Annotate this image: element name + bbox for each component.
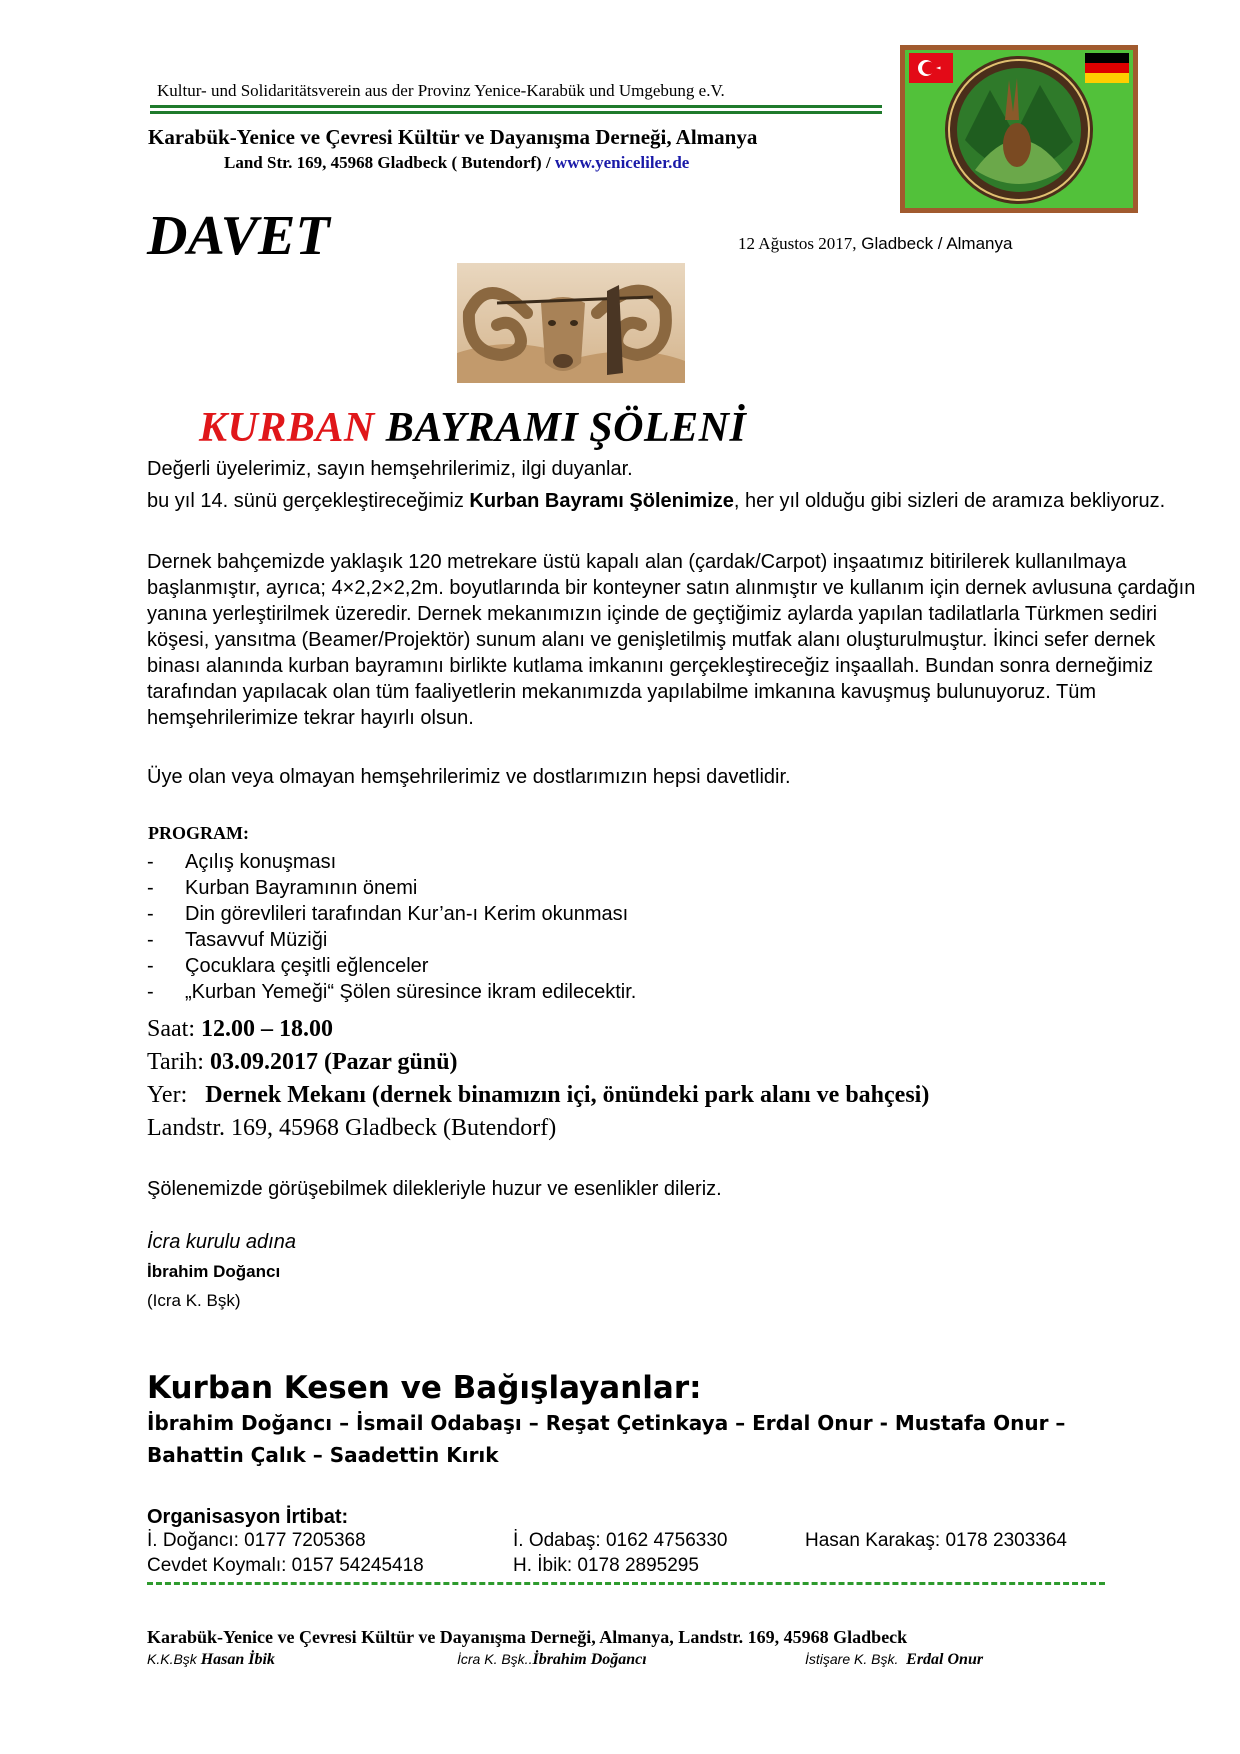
- footer-signature-1: [147, 1651, 275, 1669]
- event-title: [199, 404, 746, 452]
- german-flag-icon: [1085, 53, 1129, 63]
- address-text: Land Str. 169, 45968 Gladbeck ( Butendorf) /: [224, 153, 555, 172]
- invite-all: Üye olan veya olmayan hemşehrilerimiz ve dostlarımızın hepsi davetlidir.: [147, 766, 791, 788]
- footer-role-2: İcra K. Bşk..: [457, 1651, 533, 1667]
- program-list: [147, 849, 636, 1005]
- list-bullet: -: [147, 903, 154, 925]
- title-rest: BAYRAMI ŞÖLENİ: [374, 405, 747, 451]
- donors-line-2: Bahattin Çalık – Saadettin Kırık: [147, 1443, 499, 1467]
- ram-image: [457, 263, 685, 383]
- program-item-text: Çocuklara çeşitli eğlenceler: [185, 955, 429, 977]
- footer-signature-3: [805, 1651, 983, 1669]
- contact-item: Cevdet Koymalı: 0157 54245418: [147, 1555, 424, 1576]
- contact-item: H. İbik: 0178 2895295: [513, 1555, 699, 1576]
- footer-name-1: Hasan İbik: [200, 1651, 275, 1668]
- page-title: DAVET: [147, 205, 330, 267]
- list-item: [147, 849, 636, 875]
- date-label: Tarih:: [147, 1049, 210, 1075]
- association-logo: [905, 50, 1133, 208]
- event-date: [147, 1049, 458, 1076]
- donors-line-1: İbrahim Doğancı – İsmail Odabaşı – Reşat Çetinkaya – Erdal Onur - Mustafa Onur –: [147, 1411, 1066, 1435]
- footer-name-3: Erdal Onur: [906, 1651, 984, 1668]
- signature-on-behalf: İcra kurulu adına: [147, 1231, 296, 1253]
- footer-role-1: K.K.Bşk: [147, 1651, 201, 1667]
- header-rule-bottom: [150, 111, 882, 114]
- program-item-text: „Kurban Yemeği“ Şölen süresince ikram edilecektir.: [185, 981, 637, 1003]
- greeting: Değerli üyelerimiz, sayın hemşehrilerimiz, ilgi duyanlar.: [147, 458, 633, 480]
- contact-item: Hasan Karakaş: 0178 2303364: [805, 1530, 1067, 1551]
- list-bullet: -: [147, 877, 154, 899]
- intro-paragraph: [147, 488, 1202, 514]
- signature-name: İbrahim Doğancı: [147, 1262, 281, 1281]
- association-name: Karabük-Yenice ve Çevresi Kültür ve Dayanışma Derneği, Almanya: [148, 125, 758, 149]
- time-label: Saat:: [147, 1016, 201, 1042]
- event-time: [147, 1016, 333, 1043]
- contacts-heading: Organisasyon İrtibat:: [147, 1506, 349, 1528]
- footer-signature-2: [457, 1651, 647, 1669]
- date-place: Gladbeck / Almanya: [856, 234, 1013, 253]
- intro-after: , her yıl olduğu gibi sizleri de aramıza bekliyoruz.: [733, 490, 1166, 512]
- intro-before: bu yıl 14. sünü gerçekleştireceğimiz: [147, 490, 470, 512]
- title-kurban: KURBAN: [199, 405, 375, 451]
- date-value: 03.09.2017 (Pazar günü): [209, 1049, 458, 1075]
- header-rule-top: [150, 105, 882, 108]
- association-address: [224, 153, 689, 173]
- footer-role-3: İstişare K. Bşk.: [805, 1651, 907, 1667]
- contact-item: İ. Doğancı: 0177 7205368: [147, 1530, 366, 1551]
- closing-text: Şölenemizde görüşebilmek dilekleriyle huzur ve esenlikler dileriz.: [147, 1178, 722, 1200]
- program-item-text: Kurban Bayramının önemi: [185, 877, 418, 899]
- footer-divider: [147, 1582, 1105, 1585]
- place-value: Dernek Mekanı (dernek binamızın içi, önündeki park alanı ve bahçesi): [205, 1082, 930, 1108]
- footer-line: Karabük-Yenice ve Çevresi Kültür ve Dayanışma Derneği, Almanya, Landstr. 169, 45968 Gladbeck: [147, 1627, 908, 1647]
- details-paragraph: Dernek bahçemizde yaklaşık 120 metrekare üstü kapalı alan (çardak/Carpot) inşaatımız bitirilerek kullanılmaya başlanmıştır, ayrıca; 4×2,2×2,2m. boyutlarında bir konteyner satın alınmıştır ve kullanım için dernek avlusuna çardağın yanına yerleştirilmek üzeredir. Dernek mekanımızın içinde de geçtiğimiz aylarda yapılan tadilatlarla Türkmen sediri köşesi, yansıtma (Beamer/Projektör) sunum alanı ve genişletilmiş mutfak alanı oluşturulmuştur. İkinci sefer dernek binası alanında kurban bayramını birlikte kutlama imkanını gerçekleştireceğiz inşaallah. Bundan sonra derneğimiz tarafından yapılacak olan tüm faaliyetlerin mekanımızda yapılabilme imkanına kavuşmuş bulunuyoruz. Tüm hemşehrilerimize tekrar hayırlı olsun.: [147, 551, 1196, 729]
- logo-emblem: [905, 50, 1133, 208]
- signature-role: (Icra K. Bşk): [147, 1291, 241, 1310]
- ram-icon: [457, 263, 685, 383]
- website-link[interactable]: www.yeniceliler.de: [554, 153, 690, 172]
- list-item: [147, 953, 636, 979]
- list-bullet: -: [147, 955, 154, 977]
- list-item: [147, 979, 636, 1005]
- list-item: [147, 901, 636, 927]
- program-item-text: Din görevlileri tarafından Kur’an-ı Kerim okunması: [185, 903, 629, 925]
- list-bullet: -: [147, 929, 154, 951]
- program-item-text: Açılış konuşması: [185, 851, 337, 873]
- list-bullet: -: [147, 851, 154, 873]
- intro-bold: Kurban Bayramı Şölenimize: [469, 490, 734, 512]
- contact-item: İ. Odabaş: 0162 4756330: [513, 1530, 728, 1551]
- date-day: 12 Ağustos 2017,: [738, 234, 857, 253]
- list-item: [147, 927, 636, 953]
- list-bullet: -: [147, 981, 154, 1003]
- program-heading: PROGRAM:: [148, 823, 249, 843]
- event-place: [147, 1082, 929, 1109]
- program-item-text: Tasavvuf Müziği: [185, 929, 328, 951]
- list-item: [147, 875, 636, 901]
- footer-name-2: İbrahim Doğancı: [532, 1651, 647, 1668]
- header-german-line: Kultur- und Solidaritätsverein aus der Provinz Yenice-Karabük und Umgebung e.V.: [157, 81, 725, 100]
- time-value: 12.00 – 18.00: [201, 1016, 333, 1042]
- donors-heading: Kurban Kesen ve Bağışlayanlar:: [147, 1370, 702, 1406]
- event-address: Landstr. 169, 45968 Gladbeck (Butendorf): [147, 1115, 557, 1141]
- place-label: Yer:: [147, 1082, 206, 1108]
- letter-date: [738, 234, 1012, 254]
